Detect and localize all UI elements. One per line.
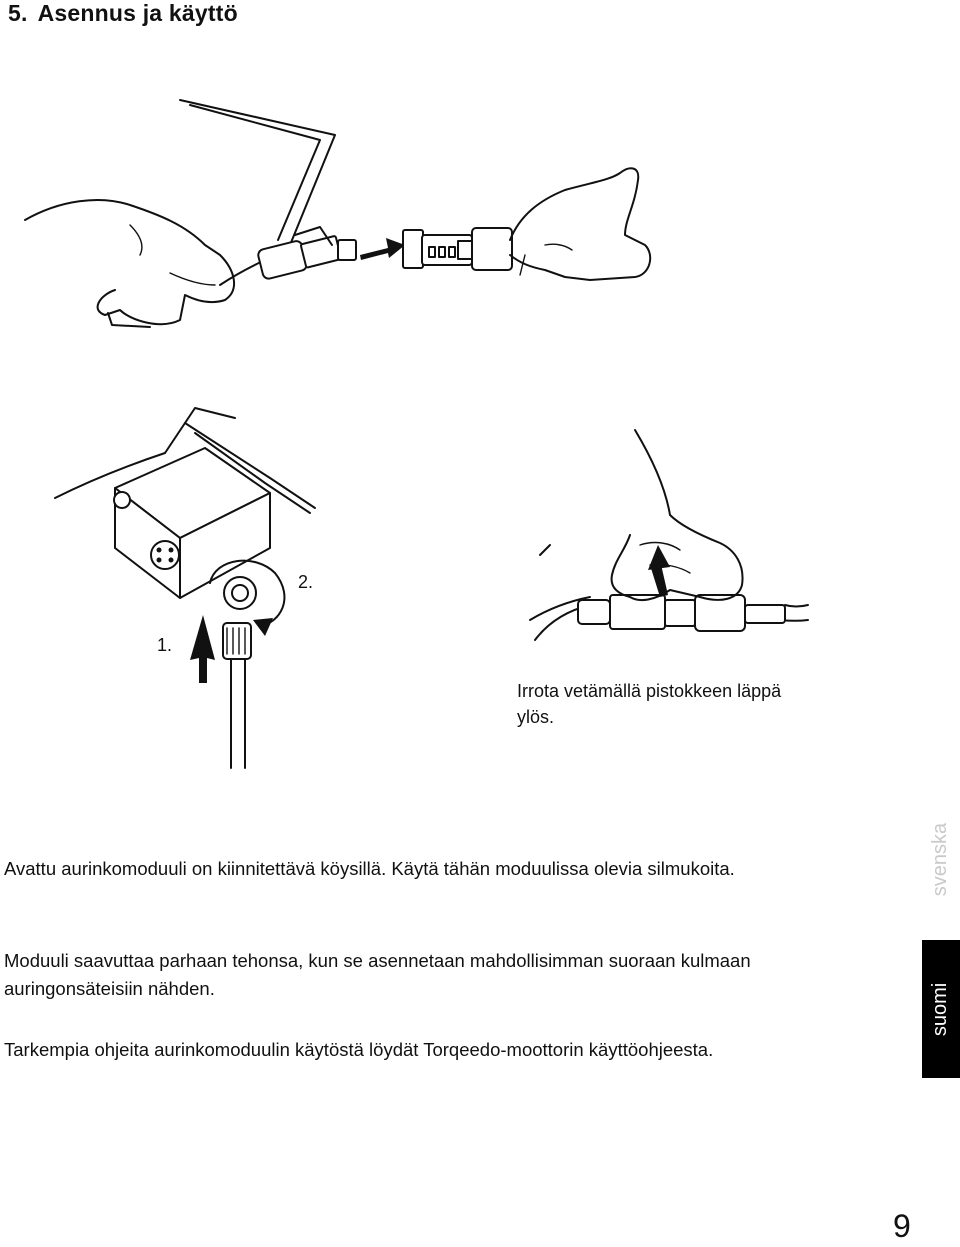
connector-joining-illustration <box>20 95 660 345</box>
language-tab-svenska[interactable] <box>922 790 960 928</box>
figure-caption: Irrota vetämällä pistokkeen läppä ylös. <box>517 681 782 727</box>
language-tab-label: suomi <box>929 982 952 1036</box>
plug-release-illustration <box>530 425 810 655</box>
section-title: Asennus ja käyttö <box>37 0 238 26</box>
section-number: 5. <box>8 0 28 26</box>
step-label-2: 2. <box>298 572 314 592</box>
step-label-1: 1. <box>157 635 173 655</box>
language-tab-label: svenska <box>929 822 952 896</box>
language-tab-suomi[interactable] <box>922 940 960 1078</box>
section-heading <box>8 0 238 27</box>
paragraph-rope-attachment: Avattu aurinkomoduuli on kiinnitettävä köysillä. Käytä tähän moduulissa olevia silmukoita. <box>4 858 735 879</box>
paragraph-manual-reference: Tarkempia ohjeita aurinkomoduulin käytöstä löydät Torqeedo-moottorin käyttöohjeesta. <box>4 1039 714 1060</box>
page-number: 9 <box>893 1208 911 1244</box>
paragraph-sun-angle: Moduuli saavuttaa parhaan tehonsa, kun se asennetaan mahdollisimman suoraan kulmaan auringonsäteisiin nähden. <box>4 950 751 999</box>
